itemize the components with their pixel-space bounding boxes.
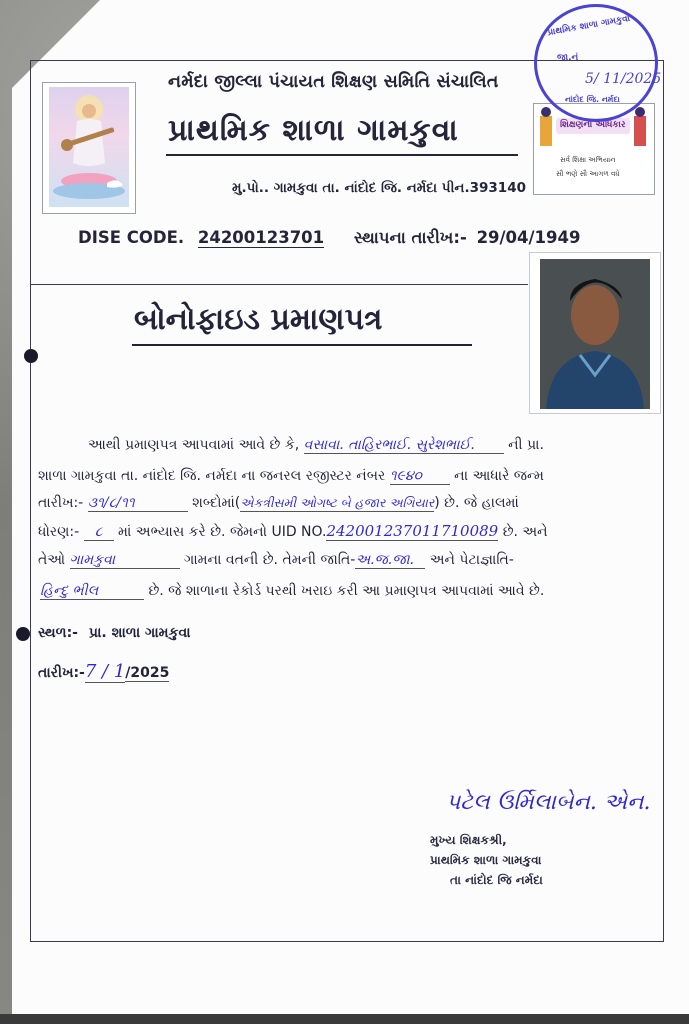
student-name: વસાવા. તાહિરભાઈ. સુરેશભાઈ. xyxy=(304,437,504,454)
rte-badge-line2: સૌ ભણે સૌ આગળ વધે xyxy=(556,170,620,178)
l2-suffix: ના આધારે જન્મ xyxy=(454,468,544,484)
saraswati-picture xyxy=(49,87,129,207)
date-day: 7 / 1 xyxy=(84,661,126,682)
body-line-6 xyxy=(40,583,544,600)
body-line-4 xyxy=(38,522,548,541)
signature-place: તા નાંદોદ જિ નર્મદા xyxy=(450,873,543,887)
date-of-birth: ૩૧/૮/૧૧ xyxy=(88,495,188,512)
l5-prefix: તેઓ xyxy=(38,552,66,568)
school-address: મુ.પો.. ગામકુવા તા. નાંદોદ જિ. નર્મદા પીન.393140 xyxy=(232,180,526,196)
established-label: સ્થાપના તારીખ:- xyxy=(353,228,467,247)
l3-suffix: ) છે. જે હાલમાં xyxy=(434,495,519,511)
certificate-title: બોનોફાઇડ પ્રમાણપત્ર xyxy=(134,302,383,337)
caste: અ.જ.જા. xyxy=(355,552,425,569)
l1-suffix: ની પ્રા. xyxy=(508,437,544,453)
header-divider xyxy=(30,284,528,285)
body-line-5 xyxy=(38,552,514,569)
trust-line: નર્મદા જીલ્લા પંચાયત શિક્ષણ સમિતિ સંચાલિત xyxy=(168,72,499,92)
body-line-3 xyxy=(38,495,519,512)
school-name: પ્રાથમિક શાળા ગામકુવા xyxy=(168,113,459,148)
body-line-2 xyxy=(38,468,544,485)
student-portrait-illustration xyxy=(540,259,650,409)
rte-badge-line1: સર્વ શિક્ષા અભિયાન xyxy=(560,156,616,164)
l1-prefix: આથી પ્રમાણપત્ર આપવામાં આવે છે કે, xyxy=(88,437,300,453)
headmaster-stamp xyxy=(430,830,543,890)
student-photo xyxy=(529,252,661,414)
headmaster-signature: પટેલ ઉર્મિલાબેન. એન. xyxy=(446,790,651,815)
certificate-title-underline xyxy=(132,344,472,346)
body-line-1 xyxy=(88,437,544,454)
l4-mid: માં અભ્યાસ કરે છે. જેમનો UID NO. xyxy=(118,524,327,540)
dise-code: 24200123701 xyxy=(197,228,325,247)
l6-suffix: છે. જે શાળાના રેકોર્ડ પરથી ખરાઇ કરી આ પ્રમાણપત્ર આપવામાં આવે છે. xyxy=(148,583,545,599)
bottom-surface xyxy=(0,1014,689,1024)
stamp-handwritten-date: 5/ 11/2025 xyxy=(585,71,662,87)
signature-role: મુખ્ય શિક્ષકશ્રી, xyxy=(430,833,507,847)
place-value: પ્રા. શાળા ગામકુવા xyxy=(88,625,191,641)
uid-number: 242001237011710089 xyxy=(326,522,499,540)
stamp-inner-text: જા.નં xyxy=(557,53,579,63)
punch-hole-bottom xyxy=(16,627,30,641)
village: ગામકુવા xyxy=(70,552,180,569)
l4-suffix: છે. અને xyxy=(502,524,548,540)
dise-label: DISE CODE. xyxy=(78,228,185,247)
standard: ૮ xyxy=(84,524,114,541)
signature-school: પ્રાથમિક શાળા ગામકુવા xyxy=(430,853,542,867)
l4-prefix: ધોરણ:- xyxy=(38,524,80,540)
student-portrait xyxy=(540,259,650,409)
stamp-ring-text: પ્રાથમિક શાળા ગામકુવા xyxy=(546,13,631,39)
place-label: સ્થળ:- xyxy=(38,625,78,641)
l2-prefix: શાળા ગામકુવા તા. નાંદોદ જિ. નર્મદા ના જનરલ રજીસ્ટર નંબર xyxy=(38,468,386,484)
saraswati-illustration xyxy=(49,87,129,207)
punch-hole-top xyxy=(24,349,38,363)
dise-row xyxy=(78,228,588,248)
date-line xyxy=(38,661,169,683)
register-number: ૧૯૪૦ xyxy=(390,468,450,485)
l3-prefix: તારીખ:- xyxy=(38,495,84,511)
date-year: /2025 xyxy=(125,665,170,681)
subcaste: હિન્દુ ભીલ xyxy=(40,583,144,600)
l5-suffix: અને પેટાજ્ઞાતિ- xyxy=(429,552,514,568)
date-label: તારીખ:- xyxy=(38,665,85,681)
dob-in-words: એકત્રીસમી ઓગષ્ટ બે હજાર અગિયાર xyxy=(240,495,435,510)
saraswati-image xyxy=(42,82,136,214)
place-line xyxy=(38,625,191,641)
school-stamp xyxy=(534,4,662,122)
stamp-bottom-text: નાંદોદ જિ. નર્મદા xyxy=(565,95,620,104)
rte-badge-title: શિક્ષણનો અધિકાર xyxy=(560,120,626,130)
established-date: 29/04/1949 xyxy=(476,228,581,247)
l3-mid: શબ્દોમાં( xyxy=(192,495,241,511)
school-name-underline xyxy=(166,154,518,156)
l5-mid: ગામના વતની છે. તેમની જાતિ- xyxy=(184,552,356,568)
